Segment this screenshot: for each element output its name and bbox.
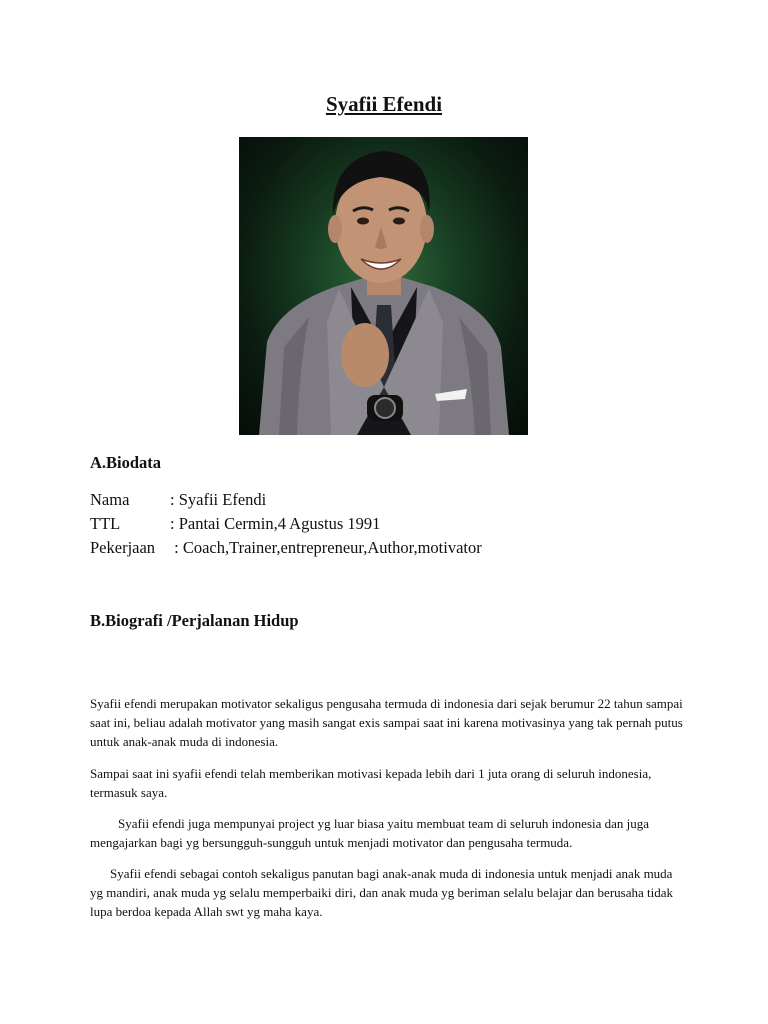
biodata-row-ttl xyxy=(90,514,380,534)
biodata-label: TTL xyxy=(90,514,121,533)
biodata-row-pekerjaan xyxy=(90,538,482,558)
biodata-heading: A.Biodata xyxy=(90,453,162,472)
biografi-heading: B.Biografi /Perjalanan Hidup xyxy=(90,611,299,630)
biodata-value: : Coach,Trainer,entrepreneur,Author,motivator xyxy=(170,538,482,557)
biografi-paragraph: Syafii efendi merupakan motivator sekaligus pengusaha termuda di indonesia dari sejak berumur 22 tahun sampai saat ini, beliau adalah motivator yang masih sangat exis sampai saat ini karena motivasinya yang tak pernah putus untuk anak-anak muda di indonesia. xyxy=(90,696,683,749)
biografi-paragraph: Sampai saat ini syafii efendi telah memberikan motivasi kepada lebih dari 1 juta orang di seluruh indonesia, termasuk saya. xyxy=(90,766,652,800)
biodata-label: Nama xyxy=(90,490,130,509)
biografi-paragraph: Syafii efendi sebagai contoh sekaligus panutan bagi anak-anak muda di indonesia untuk menjadi anak muda yg mandiri, anak muda yg selalu memperbaiki diri, dan anak muda yg beriman selalu belajar dan berusaha tidak lupa berdoa kepada Allah swt yg maha kaya. xyxy=(90,866,674,919)
profile-photo xyxy=(239,137,528,435)
portrait-illustration xyxy=(239,137,528,435)
biografi-paragraph: Syafii efendi juga mempunyai project yg luar biasa yaitu membuat team di seluruh indonesia dan juga mengajarkan bagi yg bersungguh-sungguh untuk menjadi motivator dan pengusaha termuda. xyxy=(90,816,650,850)
document-title: Syafii Efendi xyxy=(325,92,443,116)
biodata-value: : Pantai Cermin,4 Agustus 1991 xyxy=(170,514,381,533)
biodata-value: : Syafii Efendi xyxy=(170,490,267,509)
biodata-label: Pekerjaan xyxy=(90,538,156,557)
biodata-row-nama xyxy=(90,490,266,510)
